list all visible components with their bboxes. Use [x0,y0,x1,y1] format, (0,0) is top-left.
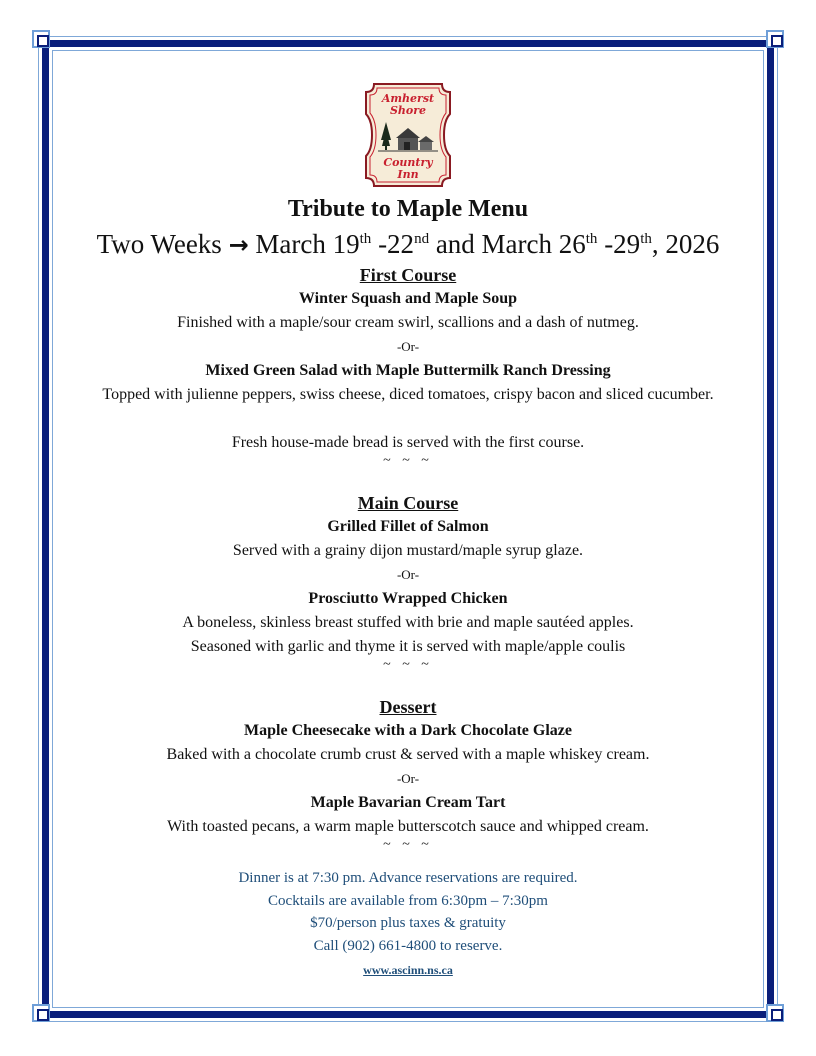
dish-description: Served with a grainy dijon mustard/maple syrup glaze. [232,542,584,559]
section-heading-dessert: Dessert [379,697,437,717]
border-corner-ornament [766,1004,784,1022]
section-heading-first-course: First Course [359,265,457,285]
dish-description: Topped with julienne peppers, swiss cheese, diced tomatoes, crispy bacon and sliced cucumber. [102,386,714,403]
dish-description: With toasted pecans, a warm maple butterscotch sauce and whipped cream. [167,818,649,835]
spacer [54,407,762,431]
menu-dates [54,226,762,263]
dates-sup: th [585,231,598,247]
dish-name: Mixed Green Salad with Maple Buttermilk Ranch Dressing [205,362,611,379]
dinner-time-note: Dinner is at 7:30 pm. Advance reservations are required. [238,870,578,886]
menu-title: Tribute to Maple Menu [287,196,529,222]
logo-text-inn: Inn [397,168,419,181]
dates-part: -29 [597,229,641,259]
logo-text-country: Country [383,156,433,169]
dish-name: Maple Cheesecake with a Dark Chocolate Glaze [244,722,572,739]
website-link[interactable]: www.ascinn.ns.ca [363,963,453,977]
dish-name: Winter Squash and Maple Soup [298,290,518,307]
dates-sup: th [640,231,652,247]
border-corner-ornament [32,30,50,48]
dish-description: Seasoned with garlic and thyme it is served with maple/apple coulis [190,638,626,655]
border-corner-ornament [766,30,784,48]
dates-prefix: Two Weeks [96,229,222,259]
logo-text-shore: Shore [389,104,427,117]
cocktails-note: Cocktails are available from 6:30pm – 7:30pm [268,892,548,909]
or-separator: -Or- [396,567,420,582]
dates-sup: th [359,231,372,247]
spacer [54,671,762,695]
section-divider: ~ ~ ~ [383,657,433,672]
dish-name: Prosciutto Wrapped Chicken [308,590,508,607]
reservation-phone: Call (902) 661-4800 to reserve. [313,937,503,954]
dish-name: Grilled Fillet of Salmon [327,518,489,535]
dish-description: Baked with a chocolate crumb crust & served with a maple whiskey cream. [166,746,650,763]
spacer [54,467,762,491]
dish-name: Maple Bavarian Cream Tart [310,794,506,811]
section-divider: ~ ~ ~ [383,453,433,468]
spacer [54,851,762,867]
or-separator: -Or- [396,771,420,786]
border-corner-ornament [32,1004,50,1022]
or-separator: -Or- [396,339,420,354]
right-arrow-icon: → [228,231,249,259]
dates-part: , 2026 [651,229,720,259]
dish-description: Finished with a maple/sour cream swirl, scallions and a dash of nutmeg. [177,314,639,331]
price-note: $70/person plus taxes & gratuity [310,915,506,931]
menu-content [54,80,762,983]
inn-logo [360,80,456,190]
bread-note: Fresh house-made bread is served with the first course. [231,434,585,451]
logo-text-amherst: Amherst [381,92,435,105]
dates-sup: nd [414,231,430,247]
dates-part: March 19 [255,229,360,259]
dates-part: and March 26 [429,229,586,259]
section-divider: ~ ~ ~ [383,837,433,852]
dish-description: A boneless, skinless breast stuffed with brie and maple sautéed apples. [182,614,634,631]
dates-part: -22 [371,229,415,259]
section-heading-main-course: Main Course [357,493,459,513]
